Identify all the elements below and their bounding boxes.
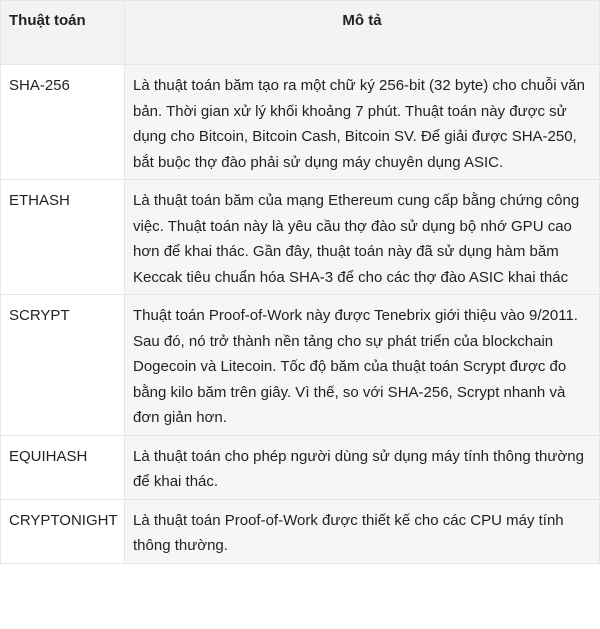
table-row: [1, 295, 600, 436]
algorithm-description: Là thuật toán băm tạo ra một chữ ký 256-bit (32 byte) cho chuỗi văn bản. Thời gian xử lý khối khoảng 7 phút. Thuật toán này được sử dụng cho Bitcoin, Bitcoin Cash, Bitcoin SV. Để giải được SHA-250, bắt buộc thợ đào phải sử dụng máy chuyên dụng ASIC.: [125, 65, 600, 180]
table-row: [1, 435, 600, 499]
algorithm-description: Là thuật toán băm của mạng Ethereum cung cấp bằng chứng công việc. Thuật toán này là yêu cầu thợ đào sử dụng bộ nhớ GPU cao hơn để khai thác. Gần đây, thuật toán này đã sử dụng hàm băm Keccak tiêu chuẩn hóa SHA-3 để cho các thợ đào ASIC khai thác: [125, 180, 600, 295]
algorithm-description: Là thuật toán cho phép người dùng sử dụng máy tính thông thường để khai thác.: [125, 435, 600, 499]
table-header-row: [1, 1, 600, 65]
algorithm-description: Là thuật toán Proof-of-Work được thiết kế cho các CPU máy tính thông thường.: [125, 499, 600, 563]
algorithm-name: EQUIHASH: [1, 435, 125, 499]
header-algorithm: Thuật toán: [1, 1, 125, 65]
algorithm-name: ETHASH: [1, 180, 125, 295]
table-row: [1, 65, 600, 180]
table-row: [1, 180, 600, 295]
algorithm-name: SCRYPT: [1, 295, 125, 436]
algorithm-description: Thuật toán Proof-of-Work này được Tenebrix giới thiệu vào 9/2011. Sau đó, nó trở thành nền tảng cho sự phát triển của blockchain Dogecoin và Litecoin. Tốc độ băm của thuật toán Scrypt được đo bằng kilo băm trên giây. Vì thế, so với SHA-256, Scrypt nhanh và đơn giản hơn.: [125, 295, 600, 436]
header-description: Mô tả: [125, 1, 600, 65]
algorithm-name: SHA-256: [1, 65, 125, 180]
algorithm-name: CRYPTONIGHT: [1, 499, 125, 563]
table-row: [1, 499, 600, 563]
